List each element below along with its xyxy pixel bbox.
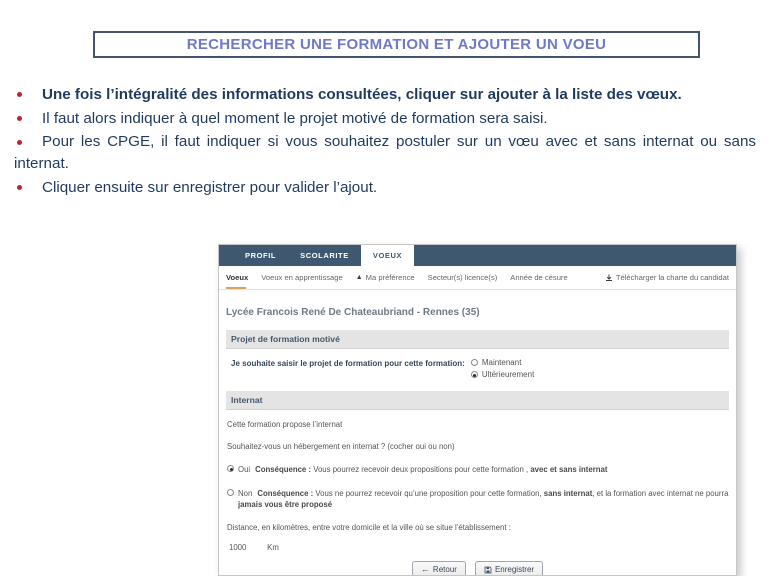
bullet-text: Une fois l’intégralité des informations consultées, cliquer sur ajouter à la liste des vœux. — [42, 86, 682, 103]
save-button[interactable]: Enregistrer — [475, 561, 543, 576]
nav-item-annee-cesure[interactable]: Année de césure — [510, 273, 568, 282]
form-actions — [226, 561, 729, 576]
warning-triangle-icon: ▲ — [355, 274, 363, 281]
choice-text-non: Non Conséquence : Vous ne pourrez recevoir qu’une proposition pour cette formation, sans internat, et la formation avec internat ne pourra jamais vous être proposé — [238, 489, 729, 509]
distance-unit-label: Km — [267, 543, 279, 552]
internat-question-line: Souhaitez-vous un hébergement en internat ? (cocher oui ou non) — [227, 442, 455, 451]
radio-icon-ulterieurement[interactable] — [471, 371, 478, 378]
choice-row-non — [227, 488, 729, 510]
portal-content — [219, 307, 736, 576]
bullet-item — [14, 131, 756, 174]
radio-option-maintenant[interactable]: Maintenant — [471, 358, 534, 367]
tab-voeux[interactable]: VOEUX — [361, 245, 414, 266]
bullet-icon — [14, 177, 42, 199]
projet-question-row — [231, 358, 729, 379]
radio-option-ulterieurement[interactable]: Ultérieurement — [471, 370, 534, 379]
section-header-internat: Internat — [226, 391, 729, 410]
bullet-text: Il faut alors indiquer à quel moment le projet motivé de formation sera saisi. — [42, 109, 548, 127]
download-charte-link[interactable]: Télécharger la charte du candidat — [605, 273, 729, 282]
secondary-nav — [219, 266, 736, 290]
bullet-item — [14, 108, 756, 130]
bullet-item — [14, 84, 756, 106]
bullet-text: Cliquer ensuite sur enregistrer pour valider l’ajout. — [42, 178, 378, 196]
internat-info-line: Cette formation propose l’internat — [227, 420, 343, 429]
tab-profil[interactable]: PROFIL — [245, 251, 277, 260]
radio-icon-maintenant[interactable] — [471, 359, 478, 366]
bullet-icon — [14, 108, 42, 130]
save-icon — [484, 566, 492, 574]
download-icon — [605, 274, 613, 282]
bullet-text: Pour les CPGE, il faut indiquer si vous souhaitez postuler sur un vœu avec et sans internat ou sans internat. — [14, 133, 756, 173]
bullet-icon — [14, 132, 42, 154]
radio-icon-oui[interactable] — [227, 465, 234, 472]
tab-scolarite[interactable]: SCOLARITE — [300, 251, 349, 260]
nav-item-voeux-apprentissage[interactable]: Voeux en apprentissage — [261, 273, 343, 282]
page-title: RECHERCHER UNE FORMATION ET AJOUTER UN VOEU — [186, 36, 607, 53]
main-tabbar — [219, 245, 736, 266]
bullet-item — [14, 177, 756, 199]
nav-item-voeux[interactable]: Voeux — [226, 273, 249, 282]
bullet-list — [14, 84, 756, 200]
radio-icon-non[interactable] — [227, 489, 234, 496]
section-header-projet: Projet de formation motivé — [226, 330, 729, 349]
title-banner — [93, 31, 700, 58]
nav-item-secteurs-licences[interactable]: Secteur(s) licence(s) — [427, 273, 498, 282]
choice-text-oui: Oui Conséquence : Vous pourrez recevoir deux propositions pour cette formation , avec et sans internat — [238, 465, 608, 474]
bullet-icon — [14, 84, 42, 106]
choice-row-oui — [227, 464, 729, 475]
portal-screenshot — [218, 244, 737, 576]
back-arrow-icon: ← — [420, 564, 430, 574]
projet-question-label: Je souhaite saisir le projet de formation pour cette formation: — [231, 359, 465, 368]
back-button[interactable]: ← Retour — [412, 561, 466, 576]
distance-input[interactable]: 1000 — [229, 543, 247, 552]
formation-heading: Lycée Francois René De Chateaubriand - Rennes (35) — [226, 307, 480, 318]
distance-label: Distance, en kilomètres, entre votre domicile et la ville où se situe l’établissement : — [227, 523, 511, 532]
nav-item-ma-preference[interactable]: ▲ Ma préférence — [355, 273, 415, 282]
distance-row — [229, 543, 729, 552]
projet-radio-group — [471, 358, 534, 379]
